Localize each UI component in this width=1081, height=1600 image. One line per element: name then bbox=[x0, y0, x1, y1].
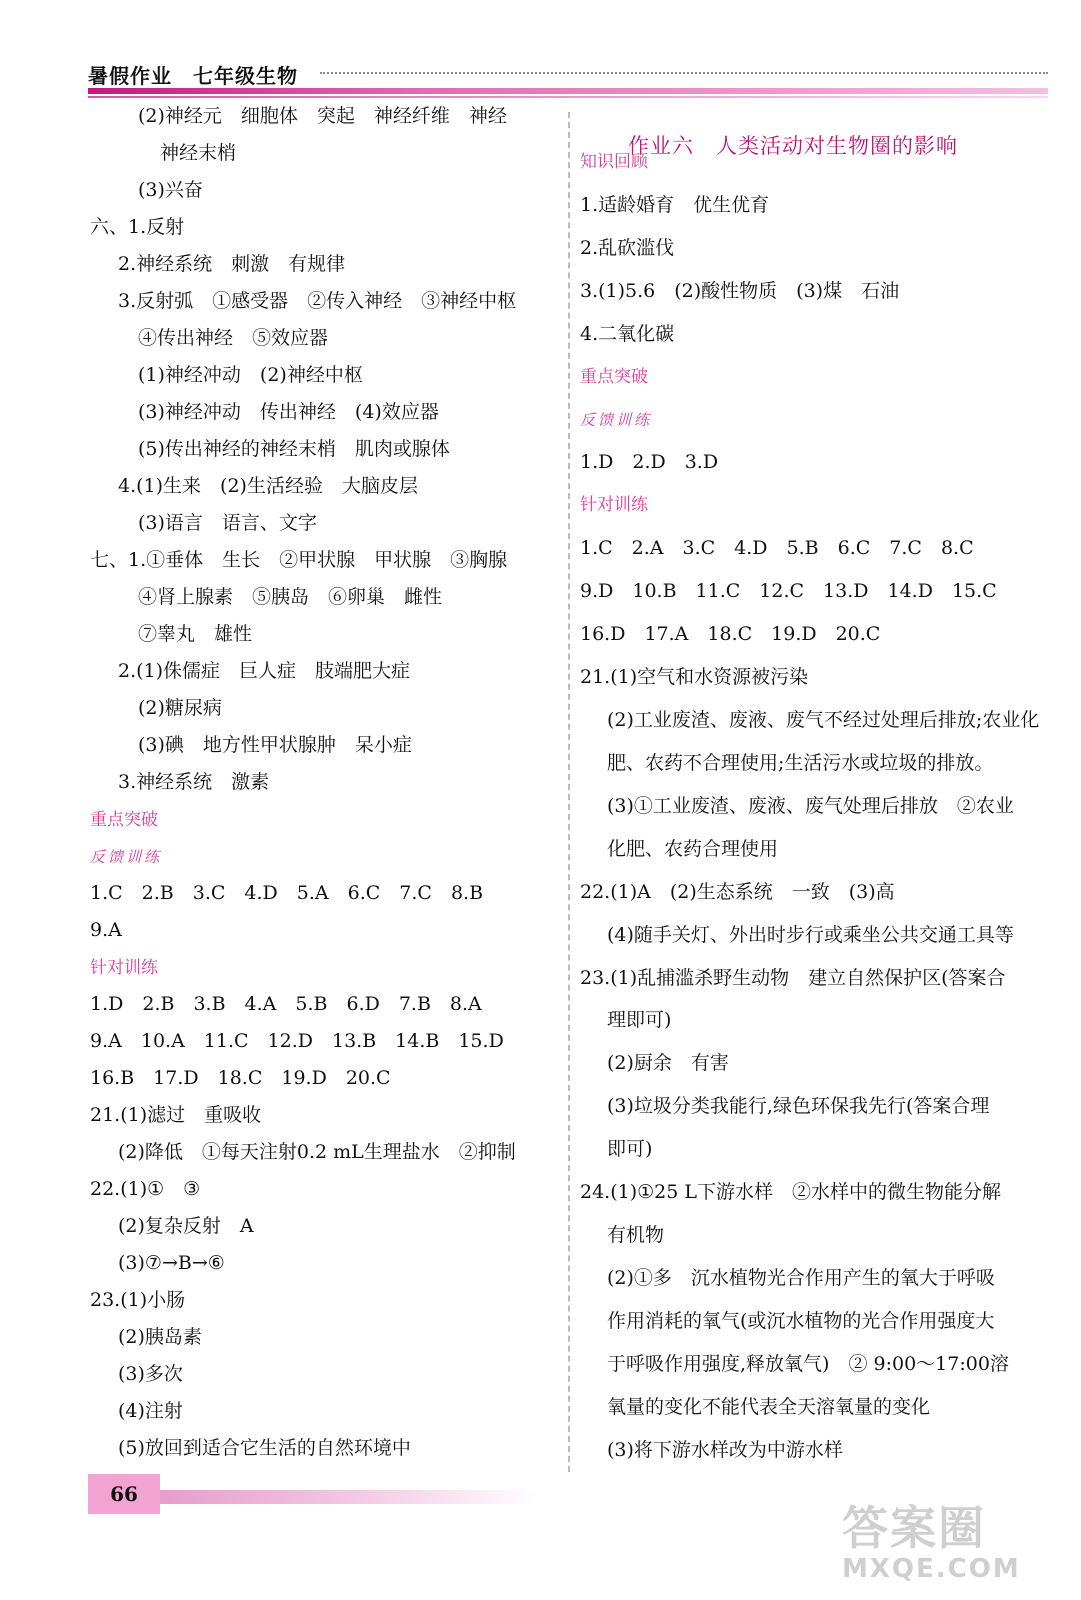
answer-line: 3.反射弧 ①感受器 ②传入神经 ③神经中枢 bbox=[118, 290, 517, 312]
answer-line: 氧量的变化不能代表全天溶氧量的变化 bbox=[607, 1396, 931, 1418]
answer-line: ④传出神经 ⑤效应器 bbox=[138, 327, 329, 349]
answer-line: (2)①多 沉水植物光合作用产生的氧大于呼吸 bbox=[607, 1267, 995, 1289]
answer-line: (2)厨余 有害 bbox=[607, 1052, 729, 1074]
page-number: 66 bbox=[88, 1474, 160, 1514]
answer-line: (2)胰岛素 bbox=[118, 1326, 202, 1348]
answer-line: 3.神经系统 激素 bbox=[118, 771, 270, 793]
answer-line: 2.乱砍滥伐 bbox=[580, 237, 675, 259]
answer-line: 即可) bbox=[607, 1138, 653, 1160]
answer-line: 16.D 17.A 18.C 19.D 20.C bbox=[580, 623, 881, 645]
answer-line: 2.神经系统 刺激 有规律 bbox=[118, 253, 346, 275]
answer-line: (5)放回到适合它生活的自然环境中 bbox=[118, 1437, 411, 1459]
answer-line: 神经末梢 bbox=[160, 142, 237, 164]
answer-line: (2)神经元 细胞体 突起 神经纤维 神经 bbox=[138, 105, 507, 127]
watermark bbox=[842, 1502, 1042, 1592]
answer-line: (5)传出神经的神经末梢 肌肉或腺体 bbox=[138, 438, 450, 460]
answer-line: 理即可) bbox=[607, 1009, 672, 1031]
answer-line: (3)碘 地方性甲状腺肿 呆小症 bbox=[138, 734, 412, 756]
answer-line: 22.(1)① ③ bbox=[90, 1178, 201, 1200]
header-band-thin bbox=[88, 96, 1048, 98]
answer-line: 1.D 2.D 3.D bbox=[580, 451, 719, 473]
section-title-key-points: 重点突破 bbox=[90, 810, 158, 830]
answer-line: 六、1.反射 bbox=[90, 216, 185, 238]
answer-line: 2.(1)侏儒症 巨人症 肢端肥大症 bbox=[118, 660, 411, 682]
watermark-url: MXQE.COM bbox=[842, 1554, 1021, 1584]
answer-line: (1)神经冲动 (2)神经中枢 bbox=[138, 364, 363, 386]
answer-line: (3)将下游水样改为中游水样 bbox=[607, 1439, 843, 1461]
section-title-key-points: 重点突破 bbox=[580, 367, 648, 387]
answer-line: 肥、农药不合理使用;生活污水或垃圾的排放。 bbox=[607, 752, 994, 774]
page-header bbox=[88, 60, 1048, 100]
answer-line: 16.B 17.D 18.C 19.D 20.C bbox=[90, 1067, 391, 1089]
assignment-title: 作业六 人类活动对生物圈的影响 bbox=[628, 134, 958, 158]
answer-line: 9.A 10.A 11.C 12.D 13.B 14.B 15.D bbox=[90, 1030, 504, 1052]
answer-line: (2)糖尿病 bbox=[138, 697, 222, 719]
answer-line: 4.二氧化碳 bbox=[580, 323, 675, 345]
header-band bbox=[88, 88, 1048, 94]
answer-line: (3)⑦→B→⑥ bbox=[118, 1252, 225, 1274]
answer-line: 1.C 2.B 3.C 4.D 5.A 6.C 7.C 8.B bbox=[90, 882, 484, 904]
answer-line: 21.(1)滤过 重吸收 bbox=[90, 1104, 262, 1126]
answer-line: ⑦睾丸 雄性 bbox=[138, 623, 253, 645]
answer-line: 22.(1)A (2)生态系统 一致 (3)高 bbox=[580, 881, 895, 903]
column-divider bbox=[568, 112, 570, 1472]
subsection-feedback: 反馈训练 bbox=[580, 411, 653, 429]
answer-line: 七、1.①垂体 生长 ②甲状腺 甲状腺 ③胸腺 bbox=[90, 549, 508, 571]
header-dotted-rule bbox=[320, 72, 1048, 74]
subsection-targeted: 针对训练 bbox=[580, 495, 648, 515]
answer-line: (3)神经冲动 传出神经 (4)效应器 bbox=[138, 401, 439, 423]
answer-line: (2)降低 ①每天注射0.2 mL生理盐水 ②抑制 bbox=[118, 1141, 516, 1163]
answer-line: (2)复杂反射 A bbox=[118, 1215, 254, 1237]
section-title-review: 知识回顾 bbox=[580, 152, 648, 172]
answer-line: 9.A bbox=[90, 919, 122, 941]
header-title: 暑假作业 七年级生物 bbox=[88, 64, 298, 88]
answer-line: 1.D 2.B 3.B 4.A 5.B 6.D 7.B 8.A bbox=[90, 993, 482, 1015]
answer-line: 作用消耗的氧气(或沉水植物的光合作用强度大 bbox=[607, 1310, 995, 1332]
answer-line: ④肾上腺素 ⑤胰岛 ⑥卵巢 雌性 bbox=[138, 586, 443, 608]
answer-line: 4.(1)生来 (2)生活经验 大脑皮层 bbox=[118, 475, 418, 497]
answer-line: (3)多次 bbox=[118, 1363, 183, 1385]
answer-line: (4)注射 bbox=[118, 1400, 183, 1422]
subsection-feedback: 反馈训练 bbox=[90, 848, 163, 866]
answer-line: (2)工业废渣、废液、废气不经过处理后排放;农业化 bbox=[607, 709, 1040, 731]
answer-line: 1.适龄婚育 优生优育 bbox=[580, 194, 770, 216]
answer-line: 21.(1)空气和水资源被污染 bbox=[580, 666, 809, 688]
answer-line: 化肥、农药合理使用 bbox=[607, 838, 779, 860]
answer-line: (3)①工业废渣、废液、废气处理后排放 ②农业 bbox=[607, 795, 1014, 817]
answer-line: 1.C 2.A 3.C 4.D 5.B 6.C 7.C 8.C bbox=[580, 537, 974, 559]
answer-line: (3)兴奋 bbox=[138, 179, 203, 201]
answer-line: 于呼吸作用强度,释放氧气) ② 9:00～17:00溶 bbox=[607, 1353, 1009, 1375]
answer-line: 9.D 10.B 11.C 12.C 13.D 14.D 15.C bbox=[580, 580, 997, 602]
answer-line: 3.(1)5.6 (2)酸性物质 (3)煤 石油 bbox=[580, 280, 900, 302]
answer-line: 24.(1)①25 L下游水样 ②水样中的微生物能分解 bbox=[580, 1181, 1001, 1203]
answer-line: (3)垃圾分类我能行,绿色环保我先行(答案合理 bbox=[607, 1095, 990, 1117]
answer-line: 23.(1)小肠 bbox=[90, 1289, 186, 1311]
subsection-targeted: 针对训练 bbox=[90, 958, 158, 978]
watermark-logo-text: 答案圈 bbox=[842, 1501, 986, 1555]
answer-line: (3)语言 语言、文字 bbox=[138, 512, 317, 534]
answer-line: 有机物 bbox=[607, 1224, 665, 1246]
answer-line: (4)随手关灯、外出时步行或乘坐公共交通工具等 bbox=[607, 924, 1014, 946]
answer-line: 23.(1)乱捕滥杀野生动物 建立自然保护区(答案合 bbox=[580, 967, 1006, 989]
